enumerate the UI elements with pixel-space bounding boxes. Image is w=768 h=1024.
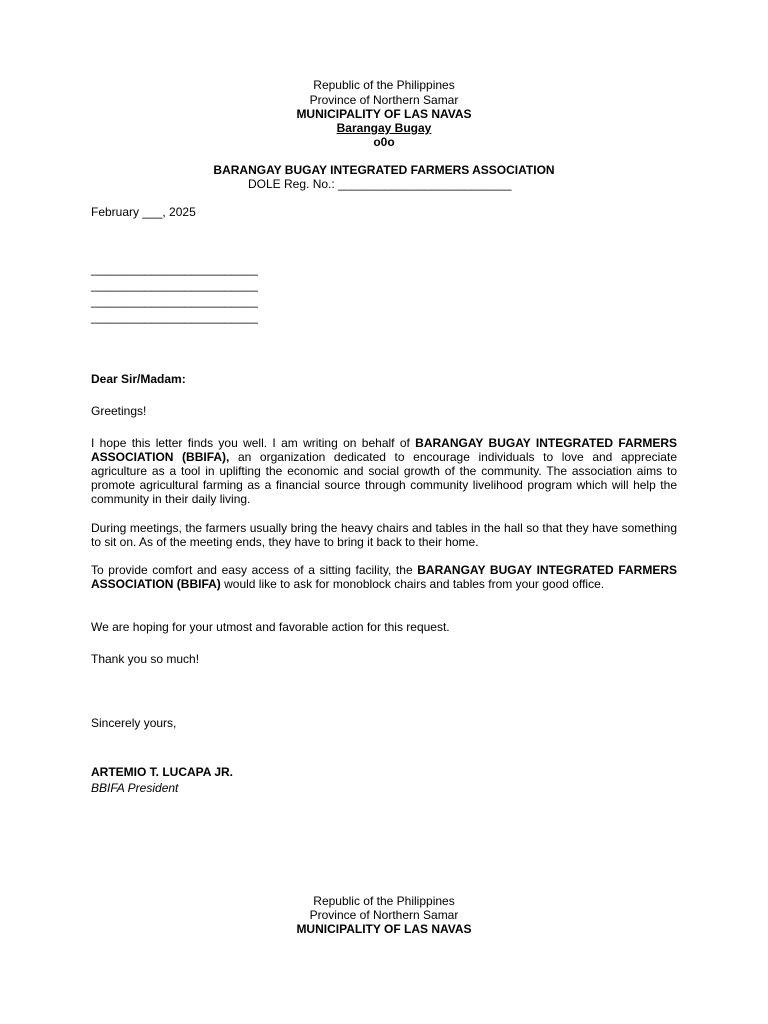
dole-label: DOLE Reg. No.:	[248, 177, 335, 191]
signatory-name: ARTEMIO T. LUCAPA JR.	[91, 765, 234, 779]
header-barangay	[0, 121, 768, 135]
paragraph-3-after: would like to ask for monoblock chairs and tables from your good office.	[220, 577, 605, 591]
next-header-municipality: MUNICIPALITY OF LAS NAVAS	[296, 922, 472, 936]
next-header-republic: Republic of the Philippines	[313, 894, 455, 908]
paragraph-3	[91, 563, 677, 591]
paragraph-1	[91, 436, 677, 506]
recipient-line: _________________________	[91, 262, 258, 276]
closing: Sincerely yours,	[91, 716, 177, 730]
paragraph-1-before: I hope this letter finds you well. I am writing on behalf of	[91, 436, 416, 450]
thanks: Thank you so much!	[91, 652, 200, 666]
greeting: Greetings!	[91, 404, 147, 418]
dole-reg	[248, 177, 512, 191]
header-province: Province of Northern Samar	[309, 93, 459, 107]
header-ornament: o0o	[373, 135, 395, 149]
next-header-province: Province of Northern Samar	[309, 908, 459, 922]
recipient-line: _________________________	[91, 278, 258, 292]
signatory-title: BBIFA President	[91, 781, 179, 795]
paragraph-3-bold: BARANGAY BUGAY INTEGRATED FARMERS ASSOCIATION (BBIFA)	[91, 563, 677, 591]
association-name: BARANGAY BUGAY INTEGRATED FARMERS ASSOCIATION	[213, 163, 555, 177]
dole-blank: __________________________	[338, 177, 512, 191]
header-municipality: MUNICIPALITY OF LAS NAVAS	[296, 107, 472, 121]
header-republic: Republic of the Philippines	[313, 78, 455, 92]
recipient-block	[91, 262, 677, 326]
paragraph-1-bold: BARANGAY BUGAY INTEGRATED FARMERS ASSOCIATION (BBIFA),	[91, 436, 677, 464]
paragraph-2: During meetings, the farmers usually bring the heavy chairs and tables in the hall so that they have something to sit on. As of the meeting ends, they have to bring it back to their home.	[91, 521, 677, 549]
salutation: Dear Sir/Madam:	[91, 372, 186, 386]
recipient-line: _________________________	[91, 294, 258, 308]
recipient-line: _________________________	[91, 310, 258, 324]
header-barangay-text: Barangay Bugay	[336, 121, 432, 135]
paragraph-3-before: To provide comfort and easy access of a sitting facility, the	[91, 563, 418, 577]
paragraph-4: We are hoping for your utmost and favorable action for this request.	[91, 620, 450, 634]
paragraph-1-after: an organization dedicated to encourage individuals to love and appreciate agriculture as a tool in uplifting the economic and social growth of the community. The association aims to promote agricultural farming as a financial source through community livelihood program which will help the community in their daily living.	[91, 450, 677, 506]
letter-date: February ___, 2025	[91, 205, 196, 219]
